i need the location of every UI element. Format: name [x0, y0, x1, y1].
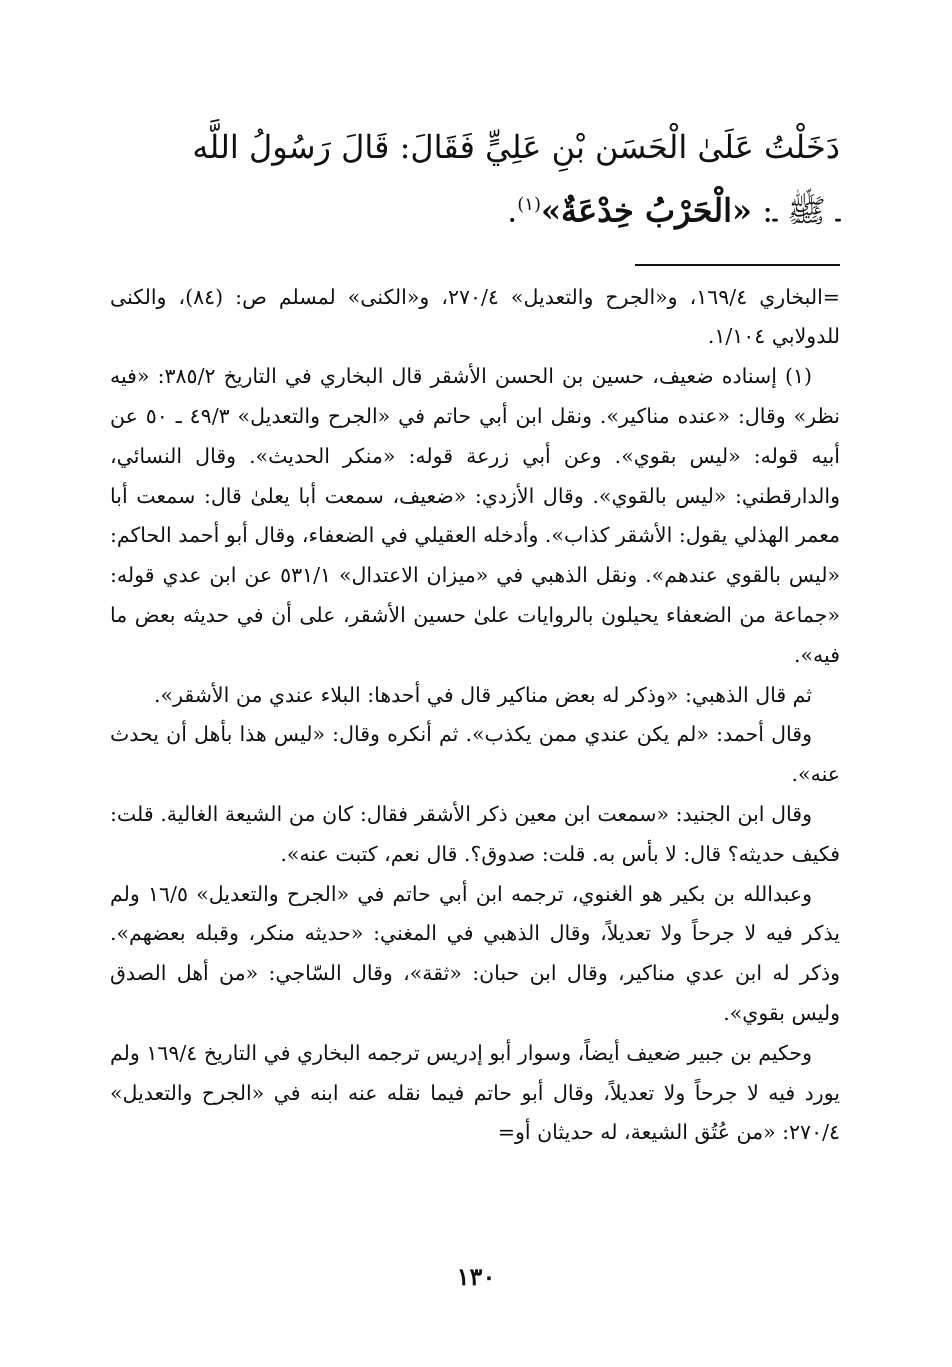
page-number: ١٣٠ [456, 1262, 496, 1291]
main-text [110, 118, 840, 240]
main-text-line-1: دَخَلْتُ عَلَىٰ الْحَسَن بْنِ عَلِيٍّ فَقَالَ: قَالَ رَسُولُ اللَّه [192, 128, 840, 166]
hadith-quote: «الْحَرْبُ خِدْعَةٌ» [541, 191, 753, 230]
footnote-paragraph: وقال ابن الجنيد: «سمعت ابن معين ذكر الأشقر فقال: كان من الشيعة الغالية. قلت: فكيف حديثه؟ قال: لا بأس به. قلت: صدوق؟. قال نعم، كتبت عنه». [110, 802, 840, 866]
footnote-paragraph: ثم قال الذهبي: «وذكر له بعض مناكير قال في أحدها: البلاء عندي من الأشقر». [154, 682, 812, 707]
footnote-continuation: =البخاري ١٦٩/٤، و«الجرح والتعديل» ٢٧٠/٤، و«الكنى» لمسلم ص: (٨٤)، والكنى للدولابي ١/١٠٤. [110, 284, 840, 349]
footnote-paragraph: وقال أحمد: «لم يكن عندي ممن يكذب». ثم أنكره وقال: «ليس هذا بأهل أن يحدث عنه». [110, 722, 840, 787]
salutation: ـ ﷺ ـ: [752, 191, 840, 230]
footnote-separator [635, 264, 840, 266]
footnote-ref-1: (١) [517, 194, 541, 215]
page-content [110, 118, 840, 1153]
footnote-paragraph: وعبدالله بن بكير هو الغنوي، ترجمه ابن أبي حاتم في «الجرح والتعديل» ١٦/٥ ولم يذكر فيه لا جرحاً ولا تعديلاً، وقال الذهبي في المغني: «حديثه منكر، وقبله بعضهم». وذكر له ابن عدي مناكير، وقال ابن حبان: «ثقة»، وقال السّاجي: «من أهل الصدق وليس بقوي». [110, 881, 840, 1025]
footnote-1: (١) إسناده ضعيف، حسين بن الحسن الأشقر قال البخاري في التاريخ ٣٨٥/٢: «فيه نظر» وقال: «عنده مناكير». ونقل ابن أبي حاتم في «الجرح والتعديل» ٤٩/٣ ـ ٥٠ عن أبيه قوله: «ليس بقوي». وعن أبي زرعة قوله: «منكر الحديث». وقال النسائي، والدارقطني: «ليس بالقوي». وقال الأزدي: «ضعيف، سمعت أبا يعلىٰ قال: سمعت أبا معمر الهذلي يقول: الأشقر كذاب». وأدخله العقيلي في الضعفاء، وقال أبو أحمد الحاكم: «ليس بالقوي عندهم». ونقل الذهبي في «ميزان الاعتدال» ٥٣١/١ عن ابن عدي قوله: «جماعة من الضعفاء يحيلون بالروايات علىٰ حسين الأشقر، على أن في حديثه بعض ما فيه». [110, 364, 840, 667]
footnote-paragraph: وحكيم بن جبير ضعيف أيضاً، وسوار أبو إدريس ترجمه البخاري في التاريخ ١٦٩/٤ ولم يورد فيه لا جرحاً ولا تعديلاً، وقال أبو حاتم فيما نقله عنه ابنه في «الجرح والتعديل» ٢٧٠/٤: «من عُتُق الشيعة، له حديثان أو= [110, 1040, 840, 1145]
main-text-end: . [507, 191, 518, 230]
main-text-line-2 [110, 176, 840, 240]
footnotes [110, 278, 840, 1154]
